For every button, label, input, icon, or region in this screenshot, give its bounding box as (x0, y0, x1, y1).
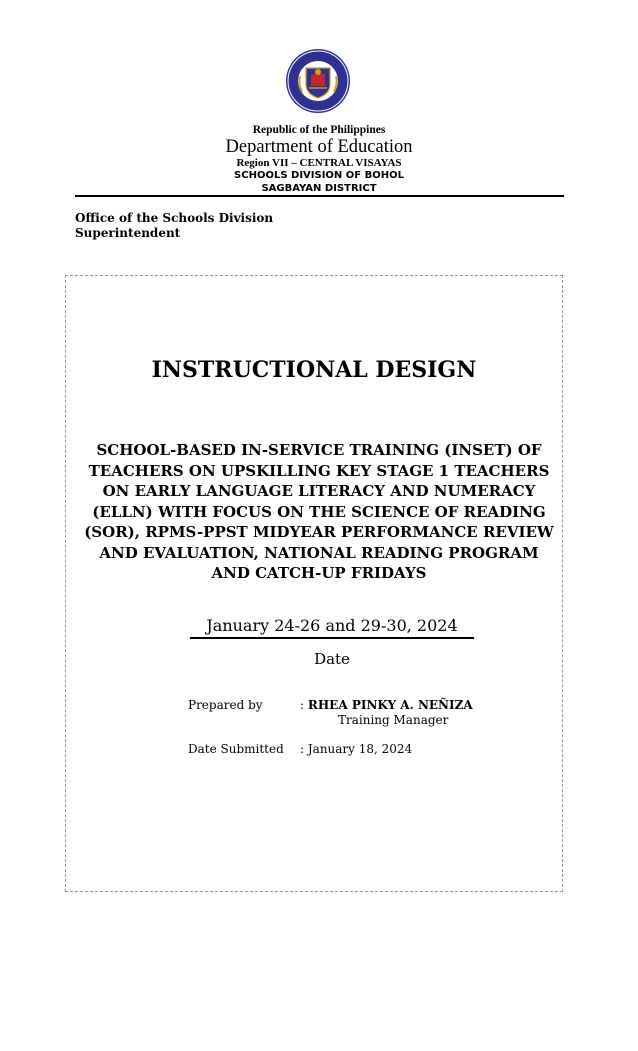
deped-seal-logo (285, 48, 351, 114)
training-title (75, 440, 563, 584)
prepared-by-separator: : (300, 698, 305, 712)
subtitle-line: (ELLN) WITH FOCUS ON THE SCIENCE OF READING (92, 502, 546, 521)
date-submitted-label: Date Submitted (188, 742, 284, 756)
prepared-by-label: Prepared by (188, 698, 263, 712)
office-label (75, 211, 273, 241)
subtitle-line: (SOR), RPMS-PPST MIDYEAR PERFORMANCE REVIEW (84, 523, 554, 541)
office-line-2: Superintendent (75, 226, 181, 240)
header-divider (75, 195, 564, 197)
subtitle-line: ON EARLY LANGUAGE LITERACY AND NUMERACY (102, 482, 536, 500)
republic-line: Republic of the Philippines (252, 124, 386, 136)
office-line-1: Office of the Schools Division (75, 211, 274, 225)
district-line: SAGBAYAN DISTRICT (261, 183, 377, 194)
document-title: INSTRUCTIONAL DESIGN (151, 357, 477, 383)
training-date: January 24-26 and 29-30, 2024 (206, 616, 458, 635)
subtitle-line: SCHOOL-BASED IN-SERVICE TRAINING (INSET) OF (96, 441, 542, 459)
date-label: Date (314, 650, 350, 668)
prepared-by-value (300, 698, 473, 712)
subtitle-line: TEACHERS ON UPSKILLING KEY STAGE 1 TEACHERS (88, 461, 550, 480)
prepared-by-name: RHEA PINKY A. NEÑIZA (307, 698, 473, 712)
subtitle-line: AND CATCH-UP FRIDAYS (211, 564, 427, 582)
subtitle-line: AND EVALUATION, NATIONAL READING PROGRAM (99, 543, 539, 562)
division-line: SCHOOLS DIVISION OF BOHOL (234, 170, 404, 181)
region-line: Region VII – CENTRAL VISAYAS (236, 157, 402, 169)
date-underline (190, 637, 474, 639)
date-submitted-value: : January 18, 2024 (300, 742, 413, 756)
prepared-by-role: Training Manager (338, 713, 449, 727)
department-name: Department of Education (225, 137, 413, 157)
